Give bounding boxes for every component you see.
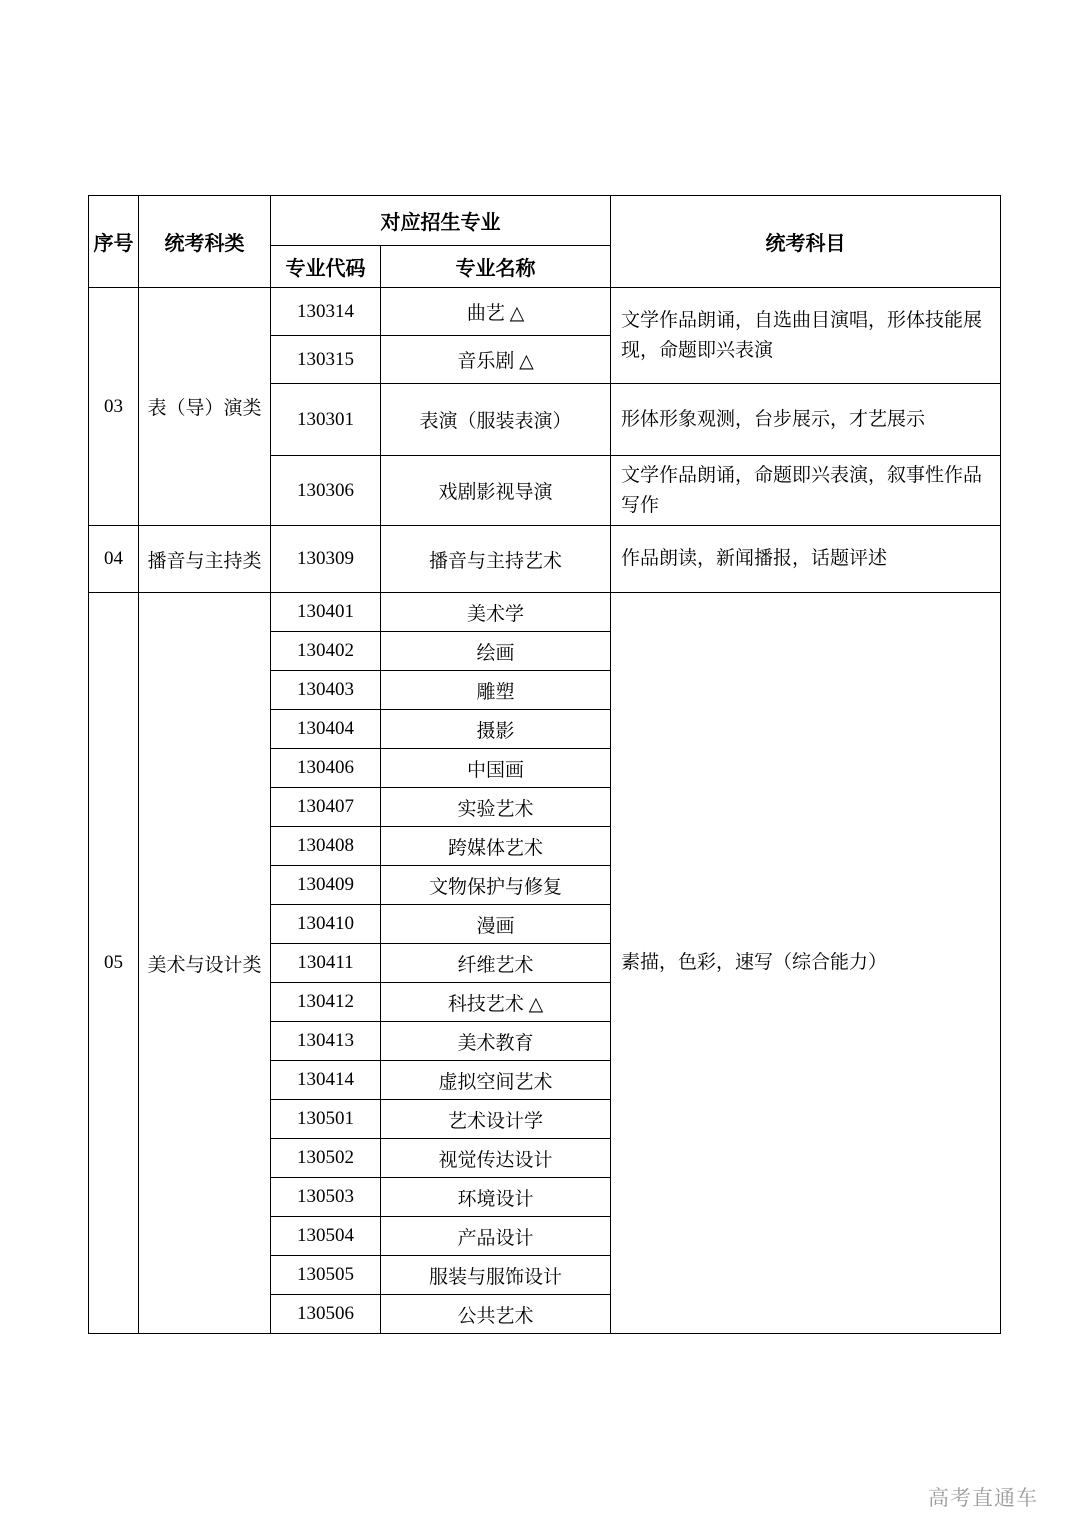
cell-major-name: 文物保护与修复 [381,866,611,905]
cell-major-name: 视觉传达设计 [381,1139,611,1178]
cell-major-code: 130402 [271,632,381,671]
table-row [89,288,1001,336]
cell-major-code: 130403 [271,671,381,710]
cell-major-name: 播音与主持艺术 [381,526,611,593]
cell-major-name: 音乐剧 △ [381,336,611,384]
cell-major-name: 戏剧影视导演 [381,456,611,526]
cell-major-code: 130314 [271,288,381,336]
cell-major-code: 130410 [271,905,381,944]
cell-major-name: 曲艺 △ [381,288,611,336]
cell-major-name: 纤维艺术 [381,944,611,983]
watermark: 高考直通车 [928,1487,1038,1510]
header-major-name: 专业名称 [381,246,611,288]
header-majors-group: 对应招生专业 [271,196,611,246]
cell-major-code: 130412 [271,983,381,1022]
cell-major-code: 130306 [271,456,381,526]
header-row-1 [89,196,1001,246]
cell-major-code: 130411 [271,944,381,983]
cell-major-name: 美术教育 [381,1022,611,1061]
cell-subjects: 形体形象观测，台步展示，才艺展示 [611,384,1001,456]
header-category: 统考科类 [139,196,271,288]
cell-major-name: 跨媒体艺术 [381,827,611,866]
cell-major-name: 实验艺术 [381,788,611,827]
cell-major-name: 雕塑 [381,671,611,710]
cell-major-code: 130505 [271,1256,381,1295]
cell-major-name: 科技艺术 △ [381,983,611,1022]
cell-serial: 05 [89,593,139,1334]
cell-major-code: 130406 [271,749,381,788]
cell-major-name: 中国画 [381,749,611,788]
cell-major-name: 产品设计 [381,1217,611,1256]
cell-major-name: 服装与服饰设计 [381,1256,611,1295]
header-subjects: 统考科目 [611,196,1001,288]
header-major-code: 专业代码 [271,246,381,288]
cell-major-name: 摄影 [381,710,611,749]
cell-subjects: 文学作品朗诵，自选曲目演唱，形体技能展现，命题即兴表演 [611,288,1001,384]
cell-major-code: 130409 [271,866,381,905]
cell-major-code: 130413 [271,1022,381,1061]
cell-major-code: 130501 [271,1100,381,1139]
cell-major-code: 130504 [271,1217,381,1256]
cell-major-name: 环境设计 [381,1178,611,1217]
cell-major-code: 130301 [271,384,381,456]
cell-major-code: 130503 [271,1178,381,1217]
exam-majors-table [88,195,1001,1334]
cell-major-name: 漫画 [381,905,611,944]
cell-major-name: 绘画 [381,632,611,671]
cell-major-code: 130506 [271,1295,381,1334]
exam-majors-table-wrap [88,195,1001,1334]
cell-category: 美术与设计类 [139,593,271,1334]
cell-serial: 03 [89,288,139,526]
cell-category: 表（导）演类 [139,288,271,526]
cell-major-code: 130315 [271,336,381,384]
cell-major-code: 130502 [271,1139,381,1178]
cell-major-code: 130309 [271,526,381,593]
cell-major-name: 艺术设计学 [381,1100,611,1139]
cell-category: 播音与主持类 [139,526,271,593]
cell-major-name: 表演（服装表演） [381,384,611,456]
table-row [89,593,1001,632]
cell-subjects: 文学作品朗诵，命题即兴表演，叙事性作品写作 [611,456,1001,526]
table-header [89,196,1001,288]
table-row [89,526,1001,593]
table-body [89,288,1001,1334]
cell-subjects: 素描，色彩，速写（综合能力） [611,593,1001,1334]
cell-serial: 04 [89,526,139,593]
cell-major-code: 130408 [271,827,381,866]
cell-major-name: 虚拟空间艺术 [381,1061,611,1100]
cell-major-code: 130414 [271,1061,381,1100]
cell-major-name: 公共艺术 [381,1295,611,1334]
cell-major-code: 130404 [271,710,381,749]
cell-major-code: 130407 [271,788,381,827]
header-serial: 序号 [89,196,139,288]
cell-subjects: 作品朗读，新闻播报，话题评述 [611,526,1001,593]
cell-major-name: 美术学 [381,593,611,632]
cell-major-code: 130401 [271,593,381,632]
